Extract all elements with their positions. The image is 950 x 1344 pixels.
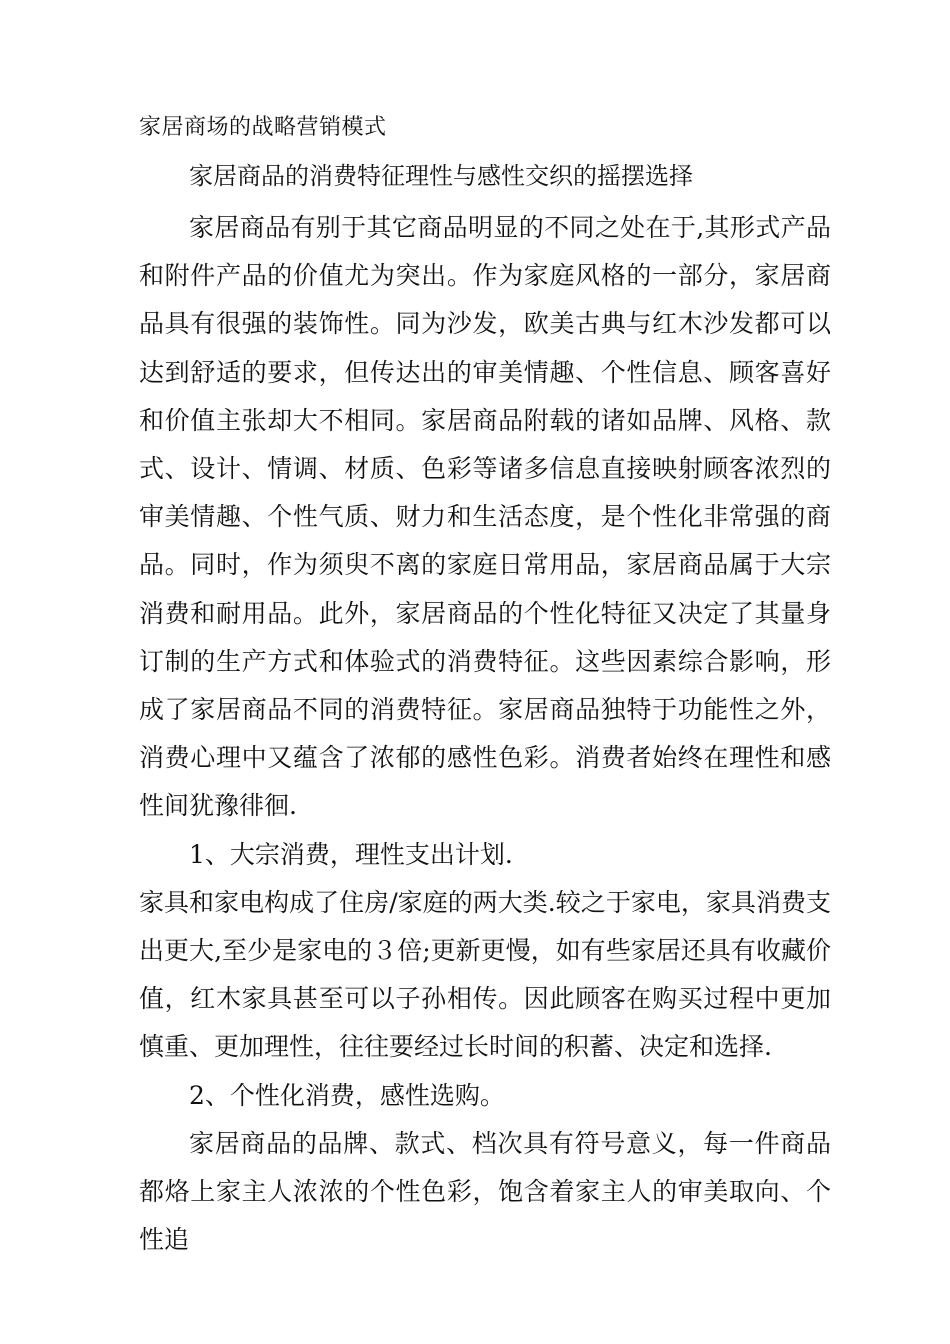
paragraph-section-1: 家具和家电构成了住房/家庭的两大类.较之于家电，家具消费支出更大,至少是家电的３倍;更新更慢，如有些家居还具有收藏价值，红木家具甚至可以子孙相传。因此顾客在购买过程中更加慎重、更加理性，往往要经过长时间的积蓄、决定和选择. xyxy=(139,887,831,1062)
document-subtitle: 家居商品的消费特征理性与感性交织的摇摆选择 xyxy=(189,162,693,190)
document-title: 家居商场的战略营销模式 xyxy=(139,115,387,140)
section-heading-1: 1、大宗消费，理性支出计划. xyxy=(189,839,513,869)
document-body xyxy=(139,108,831,1264)
paragraph-section-2: 家居商品的品牌、款式、档次具有符号意义，每一件商品都烙上家主人浓浓的个性色彩，饱含着家主人的审美取向、个性追 xyxy=(139,1128,831,1255)
paragraph-intro: 家居商品有别于其它商品明显的不同之处在于,其形式产品和附件产品的价值尤为突出。作为家庭风格的一部分，家居商品具有很强的装饰性。同为沙发，欧美古典与红木沙发都可以达到舒适的要求，但传达出的审美情趣、个性信息、顾客喜好和价值主张却大不相同。家居商品附载的诸如品牌、风格、款式、设计、情调、材质、色彩等诸多信息直接映射顾客浓烈的审美情趣、个性气质、财力和生活态度，是个性化非常强的商品。同时，作为须臾不离的家庭日常用品，家居商品属于大宗消费和耐用品。此外，家居商品的个性化特征又决定了其量身订制的生产方式和体验式的消费特征。这些因素综合影响，形成了家居商品不同的消费特征。家居商品独特于功能性之外，消费心理中又蕴含了浓郁的感性色彩。消费者始终在理性和感性间犹豫徘徊. xyxy=(139,213,831,821)
section-heading-2: 2、个性化消费，感性选购。 xyxy=(189,1080,505,1110)
